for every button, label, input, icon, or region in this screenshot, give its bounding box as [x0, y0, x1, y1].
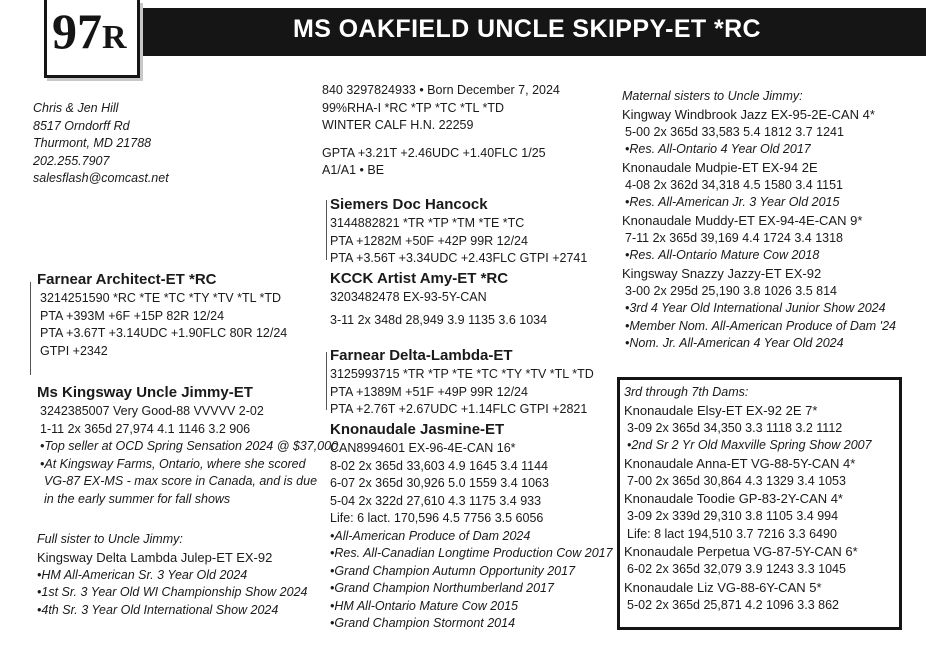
sire-of-dam-line: PTA +3.56T +3.34UDC +2.43FLC GTPI +2741 — [330, 251, 588, 265]
sire-line: PTA +3.67T +3.14UDC +1.90FLC 80R 12/24 — [40, 326, 288, 340]
dams-heading: 3rd through 7th Dams: — [624, 385, 749, 399]
granddam-name: Knonaudale Jasmine-ET — [330, 421, 505, 438]
genomic-line: A1/A1 • BE — [322, 163, 385, 177]
dam-entry-line: 6-02 2x 365d 32,079 3.9 1243 3.3 1045 — [627, 562, 846, 576]
dam-entry-name: Knonaudale Liz VG-88-6Y-CAN 5* — [624, 579, 822, 595]
mgs-line: 3125993715 *TR *TP *TE *TC *TY *TV *TL *TD — [330, 367, 594, 381]
animal-name-title: MS OAKFIELD UNCLE SKIPPY-ET *RC — [293, 15, 761, 43]
dam-entry-line: 5-02 2x 365d 25,871 4.2 1096 3.3 862 — [627, 597, 839, 612]
dam-line: 1-11 2x 365d 27,974 4.1 1146 3.2 906 — [40, 421, 251, 436]
granddam-sire-side-line: 3203482478 EX-93-5Y-CAN — [330, 290, 487, 304]
animal-id-line: 99%RHA-I *RC *TP *TC *TL *TD — [322, 100, 504, 115]
lot-number-box — [44, 0, 140, 78]
dam-entry-line: 3-09 2x 365d 34,350 3.3 1118 3.2 1112 — [627, 420, 843, 435]
maternal-sister-record: 4-08 2x 362d 34,318 4.5 1580 3.4 1151 — [625, 177, 844, 192]
dam-entry-name: Knonaudale Elsy-ET EX-92 2E 7* — [624, 402, 818, 418]
genomic-line: GPTA +3.21T +2.46UDC +1.40FLC 1/25 — [322, 145, 546, 160]
granddam-note: •All-American Produce of Dam 2024 — [330, 528, 531, 543]
maternal-sister-note: •Res. All-Ontario 4 Year Old 2017 — [625, 142, 811, 156]
maternal-sister-name: Kingway Windbrook Jazz EX-95-2E-CAN 4* — [622, 106, 875, 122]
maternal-sister-name: Knonaudale Muddy-ET EX-94-4E-CAN 9* — [622, 212, 863, 228]
consignor-name: Chris & Jen Hill — [33, 101, 119, 115]
full-sister-block — [37, 531, 308, 619]
maternal-sisters-heading: Maternal sisters to Uncle Jimmy: — [622, 89, 803, 103]
dam-name: Ms Kingsway Uncle Jimmy-ET — [37, 384, 253, 401]
maternal-sister-record: 3-00 2x 295d 25,190 3.8 1026 3.5 814 — [625, 283, 837, 298]
dam-line: 3242385007 Very Good-88 VVVVV 2-02 — [40, 404, 264, 418]
consignor-street: 8517 Orndorff Rd — [33, 118, 130, 133]
dam-note: •Top seller at OCD Spring Sensation 2024 @ $37,000 — [40, 439, 339, 453]
granddam-line: CAN8994601 EX-96-4E-CAN 16* — [330, 441, 516, 455]
granddam-note: •Res. All-Canadian Longtime Production Cow 2017 — [330, 546, 613, 560]
full-sister-note: •4th Sr. 3 Year Old International Show 2024 — [37, 602, 279, 617]
sire-of-dam-line: 3144882821 *TR *TP *TM *TE *TC — [330, 216, 525, 230]
dam-note: in the early summer for fall shows — [44, 491, 231, 506]
sire-name: Farnear Architect-ET *RC — [37, 271, 217, 288]
sire-of-dam-name: Siemers Doc Hancock — [330, 196, 488, 213]
granddam-note: •Grand Champion Northumberland 2017 — [330, 581, 554, 595]
granddam-note: •Grand Champion Stormont 2014 — [330, 616, 516, 630]
granddam-sire-side-name: KCCK Artist Amy-ET *RC — [330, 270, 509, 287]
maternal-sister-note: •Member Nom. All-American Produce of Dam '24 — [625, 318, 896, 333]
granddam-line: 6-07 2x 365d 30,926 5.0 1559 3.4 1063 — [330, 476, 549, 490]
mgs-line: PTA +1389M +51F +49P 99R 12/24 — [330, 384, 528, 399]
mgs-name: Farnear Delta-Lambda-ET — [330, 347, 513, 364]
maternal-sister-name: Kingsway Snazzy Jazzy-ET EX-92 — [622, 265, 822, 281]
dam-block — [37, 383, 338, 508]
lot-number — [52, 0, 127, 69]
sire-of-dam-block — [330, 195, 587, 268]
animal-info-block — [322, 82, 560, 180]
granddam-note: •HM All-Ontario Mature Cow 2015 — [330, 598, 519, 613]
maternal-sisters-block — [622, 88, 896, 353]
granddam-line: 5-04 2x 322d 27,610 4.3 1175 3.4 933 — [330, 493, 542, 508]
lot-number-suffix: R — [102, 19, 127, 56]
mgs-line: PTA +2.76T +2.67UDC +1.14FLC GTPI +2821 — [330, 402, 588, 416]
full-sister-note: •HM All-American Sr. 3 Year Old 2024 — [37, 567, 248, 582]
dam-entry-name: Knonaudale Toodie GP-83-2Y-CAN 4* — [624, 491, 843, 506]
consignor-city: Thurmont, MD 21788 — [33, 136, 152, 150]
dam-entry-line: 7-00 2x 365d 30,864 4.3 1329 3.4 1053 — [627, 473, 846, 488]
animal-id-line: WINTER CALF H.N. 22259 — [322, 118, 474, 132]
dam-entry-name: Knonaudale Perpetua VG-87-5Y-CAN 6* — [624, 544, 858, 559]
sire-block — [37, 270, 287, 360]
dam-entry-line: Life: 8 lact 194,510 3.7 7216 3.3 6490 — [627, 526, 837, 541]
full-sister-heading: Full sister to Uncle Jimmy: — [37, 532, 183, 546]
maternal-sister-name: Knonaudale Mudpie-ET EX-94 2E — [622, 159, 818, 175]
maternal-sister-note: •3rd 4 Year Old International Junior Show 2024 — [625, 301, 886, 315]
dam-entry-note: •2nd Sr 2 Yr Old Maxville Spring Show 2007 — [627, 438, 872, 452]
dam-note: VG-87 EX-MS - max score in Canada, and is due — [44, 474, 318, 488]
sire-line: PTA +393M +6F +15P 82R 12/24 — [40, 308, 225, 323]
consignor-phone: 202.255.7907 — [33, 153, 110, 168]
maternal-sister-note: •Nom. Jr. All-American 4 Year Old 2024 — [625, 336, 844, 350]
granddam-sire-side-block — [330, 269, 547, 329]
granddam-line: 8-02 2x 365d 33,603 4.9 1645 3.4 1144 — [330, 458, 549, 473]
sire-of-dam-line: PTA +1282M +50F +42P 99R 12/24 — [330, 233, 528, 248]
full-sister-note: •1st Sr. 3 Year Old WI Championship Show 2024 — [37, 585, 308, 599]
consignor-block — [33, 100, 169, 188]
granddam-note: •Grand Champion Autumn Opportunity 2017 — [330, 563, 576, 578]
granddam-sire-side-line: 3-11 2x 348d 28,949 3.9 1135 3.6 1034 — [330, 312, 548, 327]
dam-note: •At Kingsway Farms, Ontario, where she scored — [40, 456, 306, 471]
sire-line: 3214251590 *RC *TE *TC *TY *TV *TL *TD — [40, 291, 282, 305]
dam-entry-name: Knonaudale Anna-ET VG-88-5Y-CAN 4* — [624, 455, 856, 471]
granddam-block — [330, 420, 613, 633]
sire-bracket-line — [30, 282, 31, 375]
animal-id-line: 840 3297824933 • Born December 7, 2024 — [322, 83, 560, 97]
sod-bracket-line — [326, 200, 327, 260]
maternal-sister-note: •Res. All-American Jr. 3 Year Old 2015 — [625, 195, 840, 209]
lot-number-digits: 97 — [52, 3, 102, 59]
maternal-sister-note: •Res. All-Ontario Mature Cow 2018 — [625, 248, 820, 262]
mgs-bracket-line — [326, 352, 327, 410]
full-sister-name: Kingsway Delta Lambda Julep-ET EX-92 — [37, 549, 273, 565]
dams-box — [617, 377, 902, 630]
dam-entry-line: 3-09 2x 339d 29,310 3.8 1105 3.4 994 — [627, 509, 839, 523]
granddam-line: Life: 6 lact. 170,596 4.5 7756 3.5 6056 — [330, 511, 544, 525]
sire-line: GTPI +2342 — [40, 343, 108, 358]
maternal-sister-record: 7-11 2x 365d 39,169 4.4 1724 3.4 1318 — [625, 230, 844, 245]
maternal-sister-record: 5-00 2x 365d 33,583 5.4 1812 3.7 1241 — [625, 124, 844, 139]
consignor-email: salesflash@comcast.net — [33, 171, 169, 185]
mgs-block — [330, 346, 594, 419]
